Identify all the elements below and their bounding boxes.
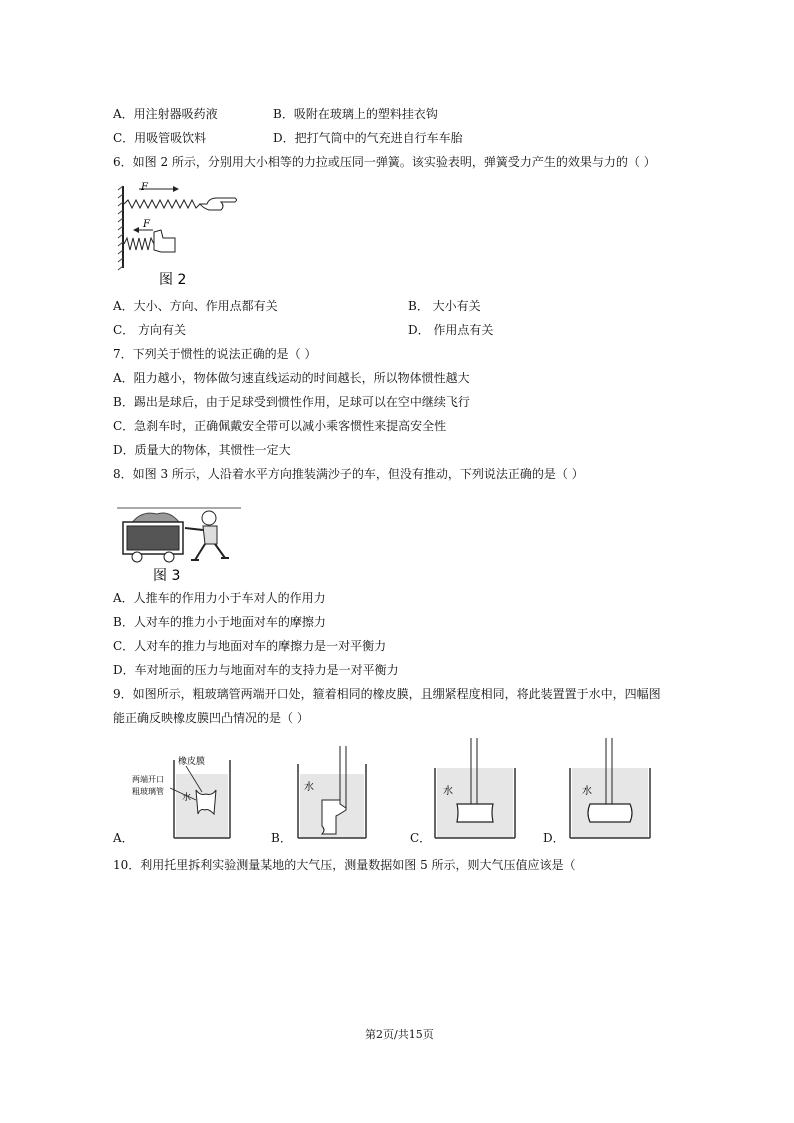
figure-9c xyxy=(433,738,517,842)
q8-stem: 8．如图 3 所示，人沿着水平方向推装满沙子的车，但没有推动，下列说法正确的是（ ） xyxy=(113,467,584,481)
label-membrane: 橡皮膜 xyxy=(178,757,206,767)
q6-stem: 6．如图 2 所示，分别用大小相等的力拉或压同一弹簧。该实验表明，弹簧受力产生的效果与力的（ ） xyxy=(113,155,656,169)
q5-option-d: D．把打气筒中的气充进自行车车胎 xyxy=(273,131,463,145)
q7-option-d: D．质量大的物体，其惯性一定大 xyxy=(113,443,291,457)
q7-option-b: B．踢出是球后，由于足球受到惯性作用，足球可以在空中继续飞行 xyxy=(113,395,470,409)
figure-9a xyxy=(130,752,236,842)
q6-option-a: A．大小、方向、作用点都有关 xyxy=(113,299,278,313)
q6-option-c: C． 方向有关 xyxy=(113,323,186,337)
q9-option-a: A． xyxy=(113,831,134,845)
q8-option-a: A．人推车的作用力小于车对人的作用力 xyxy=(113,591,326,605)
q9-option-c: C． xyxy=(410,831,432,845)
label-water-d: 水 xyxy=(582,786,592,797)
q5-option-a: A．用注射器吸药液 xyxy=(113,107,218,121)
q9-stem-line2: 能正确反映橡皮膜凹凸情况的是（ ） xyxy=(113,711,309,725)
q9-option-d: D． xyxy=(543,831,565,845)
q8-option-d: D．车对地面的压力与地面对车的支持力是一对平衡力 xyxy=(113,663,399,677)
q7-stem: 7．下列关于惯性的说法正确的是（ ） xyxy=(113,347,317,361)
q7-option-c: C．急刹车时，正确佩戴安全带可以减小乘客惯性来提高安全性 xyxy=(113,419,447,433)
q5-option-b: B．吸附在玻璃上的塑料挂衣钩 xyxy=(273,107,438,121)
label-tube-line2: 粗玻璃管 xyxy=(132,787,164,796)
q6-option-b: B． 大小有关 xyxy=(408,299,481,313)
figure-2-spring xyxy=(117,180,242,290)
q10-stem: 10．利用托里拆利实验测量某地的大气压，测量数据如图 5 所示，则大气压值应该是（ xyxy=(113,858,576,872)
force-label-1: F xyxy=(141,182,148,193)
label-water-c: 水 xyxy=(443,786,453,797)
label-water-a: 水 xyxy=(182,793,192,803)
q9-option-b: B． xyxy=(271,831,292,845)
q8-option-c: C．人对车的推力与地面对车的摩擦力是一对平衡力 xyxy=(113,639,387,653)
figure-3-cart xyxy=(117,494,245,586)
q7-option-a: A．阻力越小，物体做匀速直线运动的时间越长，所以物体惯性越大 xyxy=(113,371,470,385)
figure-2-caption: 图 2 xyxy=(159,272,187,288)
label-tube-line1: 两端开口 xyxy=(132,775,164,784)
figure-9b xyxy=(296,746,368,842)
q6-option-d: D． 作用点有关 xyxy=(408,323,494,337)
q8-option-b: B．人对车的推力小于地面对车的摩擦力 xyxy=(113,615,326,629)
page-number-footer: 第2页/共15页 xyxy=(365,1028,434,1041)
q9-stem-line1: 9．如图所示，粗玻璃管两端开口处，箍着相同的橡皮膜，且绷紧程度相同，将此装置置于水中，四幅图 xyxy=(113,687,661,701)
q5-option-c: C．用吸管吸饮料 xyxy=(113,131,207,145)
force-label-2: F xyxy=(143,219,150,230)
label-water-b: 水 xyxy=(304,782,314,793)
figure-9d xyxy=(568,738,652,842)
figure-3-caption: 图 3 xyxy=(153,568,181,584)
